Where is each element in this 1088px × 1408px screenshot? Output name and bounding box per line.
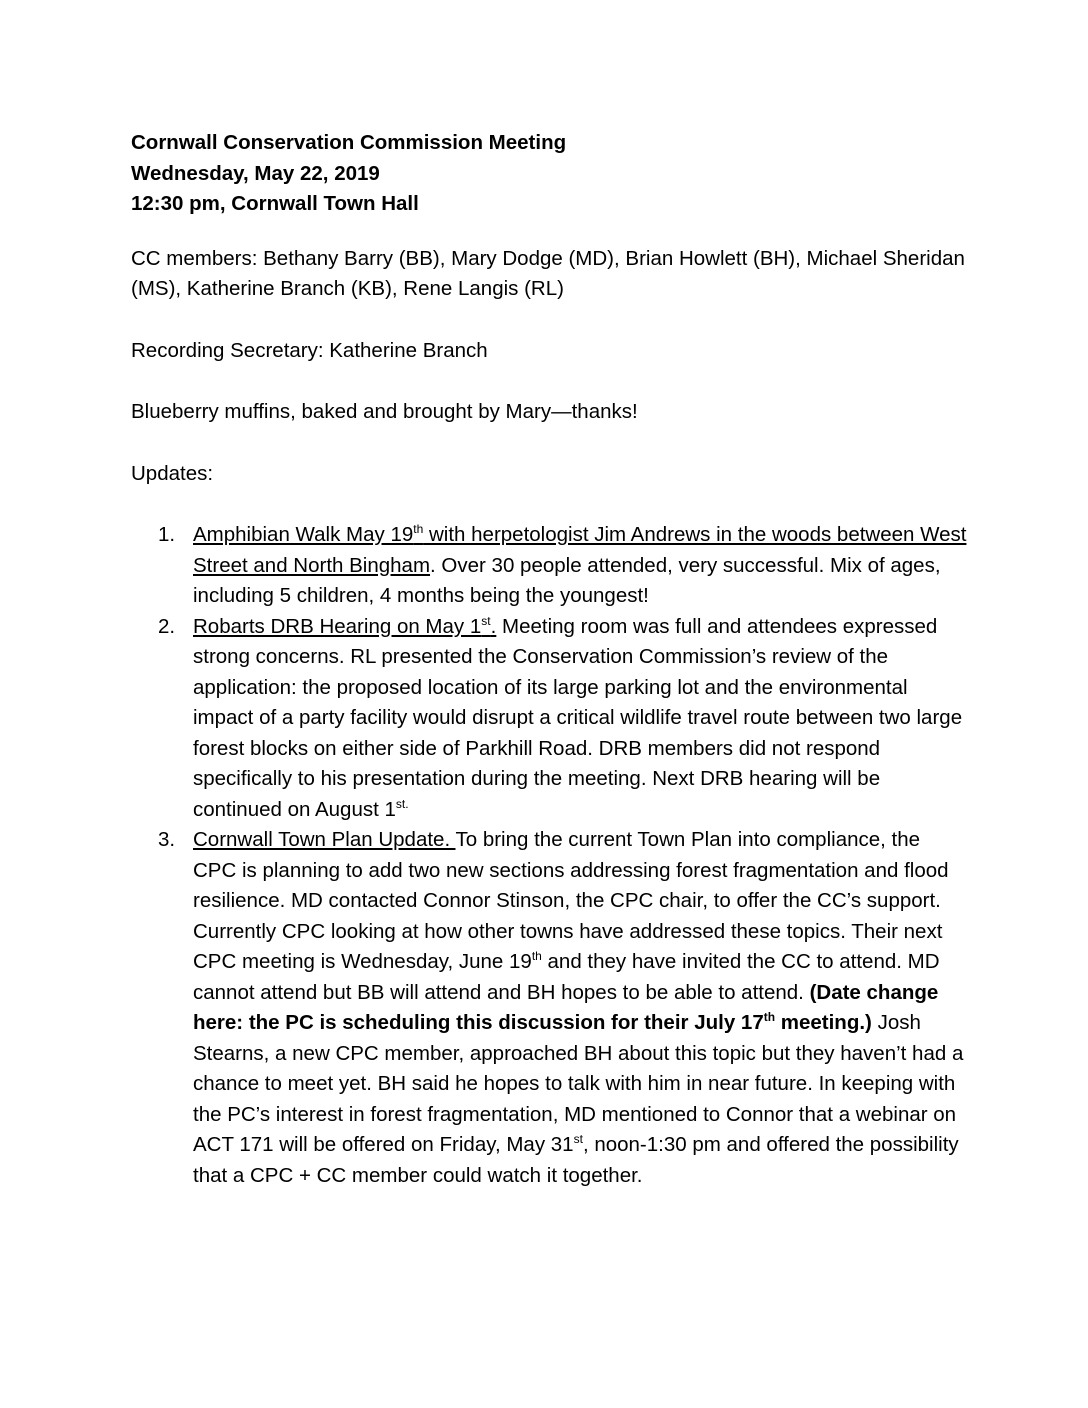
list-item: [131, 612, 968, 826]
meeting-header: [131, 128, 968, 220]
updates-heading: Updates:: [131, 461, 214, 485]
item-body: Meeting room was full and attendees expressed strong concerns. RL presented the Conservation Commission’s review of the application: the proposed location of its large parking lot and the environmental impact of a party facility would disrupt a critical wildlife travel route between two large forest blocks on either side of Parkhill Road. DRB members did not respond specifically to his presentation during the meeting. Next DRB hearing will be continued on August 1: [193, 614, 963, 821]
list-item: [131, 825, 968, 1191]
ordinal-suffix: st.: [395, 796, 409, 811]
item-body: , noon-1:30 pm and offered the possibility that a CPC + CC member could watch it together.: [193, 1133, 959, 1187]
item-number: 3.: [158, 828, 176, 851]
item-title: Cornwall Town Plan Update.: [193, 828, 456, 851]
item-number: 1.: [158, 523, 176, 546]
list-item: [131, 520, 968, 612]
meeting-title: Cornwall Conservation Commission Meeting: [131, 131, 567, 154]
item-body: and they have invited the CC to attend. MD cannot attend but BB will attend and BH hopes to be able to attend.: [193, 950, 940, 1004]
ordinal-suffix: th: [531, 949, 542, 963]
members-line: CC members: Bethany Barry (BB), Mary Dodge (MD), Brian Howlett (BH), Michael Sheridan (MS), Katherine Branch (KB), Rene Langis (RL): [131, 246, 965, 300]
item-body: To bring the current Town Plan into compliance, the CPC is planning to add two new sections addressing forest fragmentation and flood resilience. MD contacted Connor Stinson, the CPC chair, to offer the CC’s support. Currently CPC looking at how other towns have addressed these topics. Their next CPC meeting is Wednesday, June 19: [193, 828, 949, 973]
item-title-part: Robarts DRB Hearing on May 1: [193, 614, 482, 638]
item-number: 2.: [158, 614, 176, 638]
meeting-date: Wednesday, May 22, 2019: [131, 161, 380, 185]
muffins-line: Blueberry muffins, baked and brought by Mary—thanks!: [131, 400, 638, 423]
item-title-part: with herpetologist Jim Andrews in the woods between West Street and North Bingham: [193, 523, 967, 577]
item-title-part: Amphibian Walk May 19: [193, 523, 414, 546]
note-part: (Date change here: the PC is scheduling this discussion for their July 17: [193, 980, 939, 1034]
updates-list: [131, 520, 968, 1191]
item-title: [193, 615, 496, 638]
ordinal-suffix: st: [481, 613, 491, 628]
item-title-part: .: [490, 614, 497, 638]
ordinal-suffix: st: [573, 1132, 583, 1146]
ordinal-suffix: th: [763, 1010, 776, 1024]
note-part: meeting.): [775, 1011, 872, 1034]
ordinal-suffix: th: [413, 522, 424, 536]
meeting-time-location: 12:30 pm, Cornwall Town Hall: [131, 192, 419, 215]
secretary-line: Recording Secretary: Katherine Branch: [131, 338, 488, 362]
item-body: . Over 30 people attended, very successful. Mix of ages, including 5 children, 4 months being the youngest!: [193, 553, 941, 607]
item-body: Josh Stearns, a new CPC member, approached BH about this topic but they haven’t had a chance to meet yet. BH said he hopes to talk with him in near future. In keeping with the PC’s interest in forest fragmentation, MD mentioned to Connor that a webinar on ACT 171 will be offered on Friday, May 31: [193, 1011, 964, 1156]
